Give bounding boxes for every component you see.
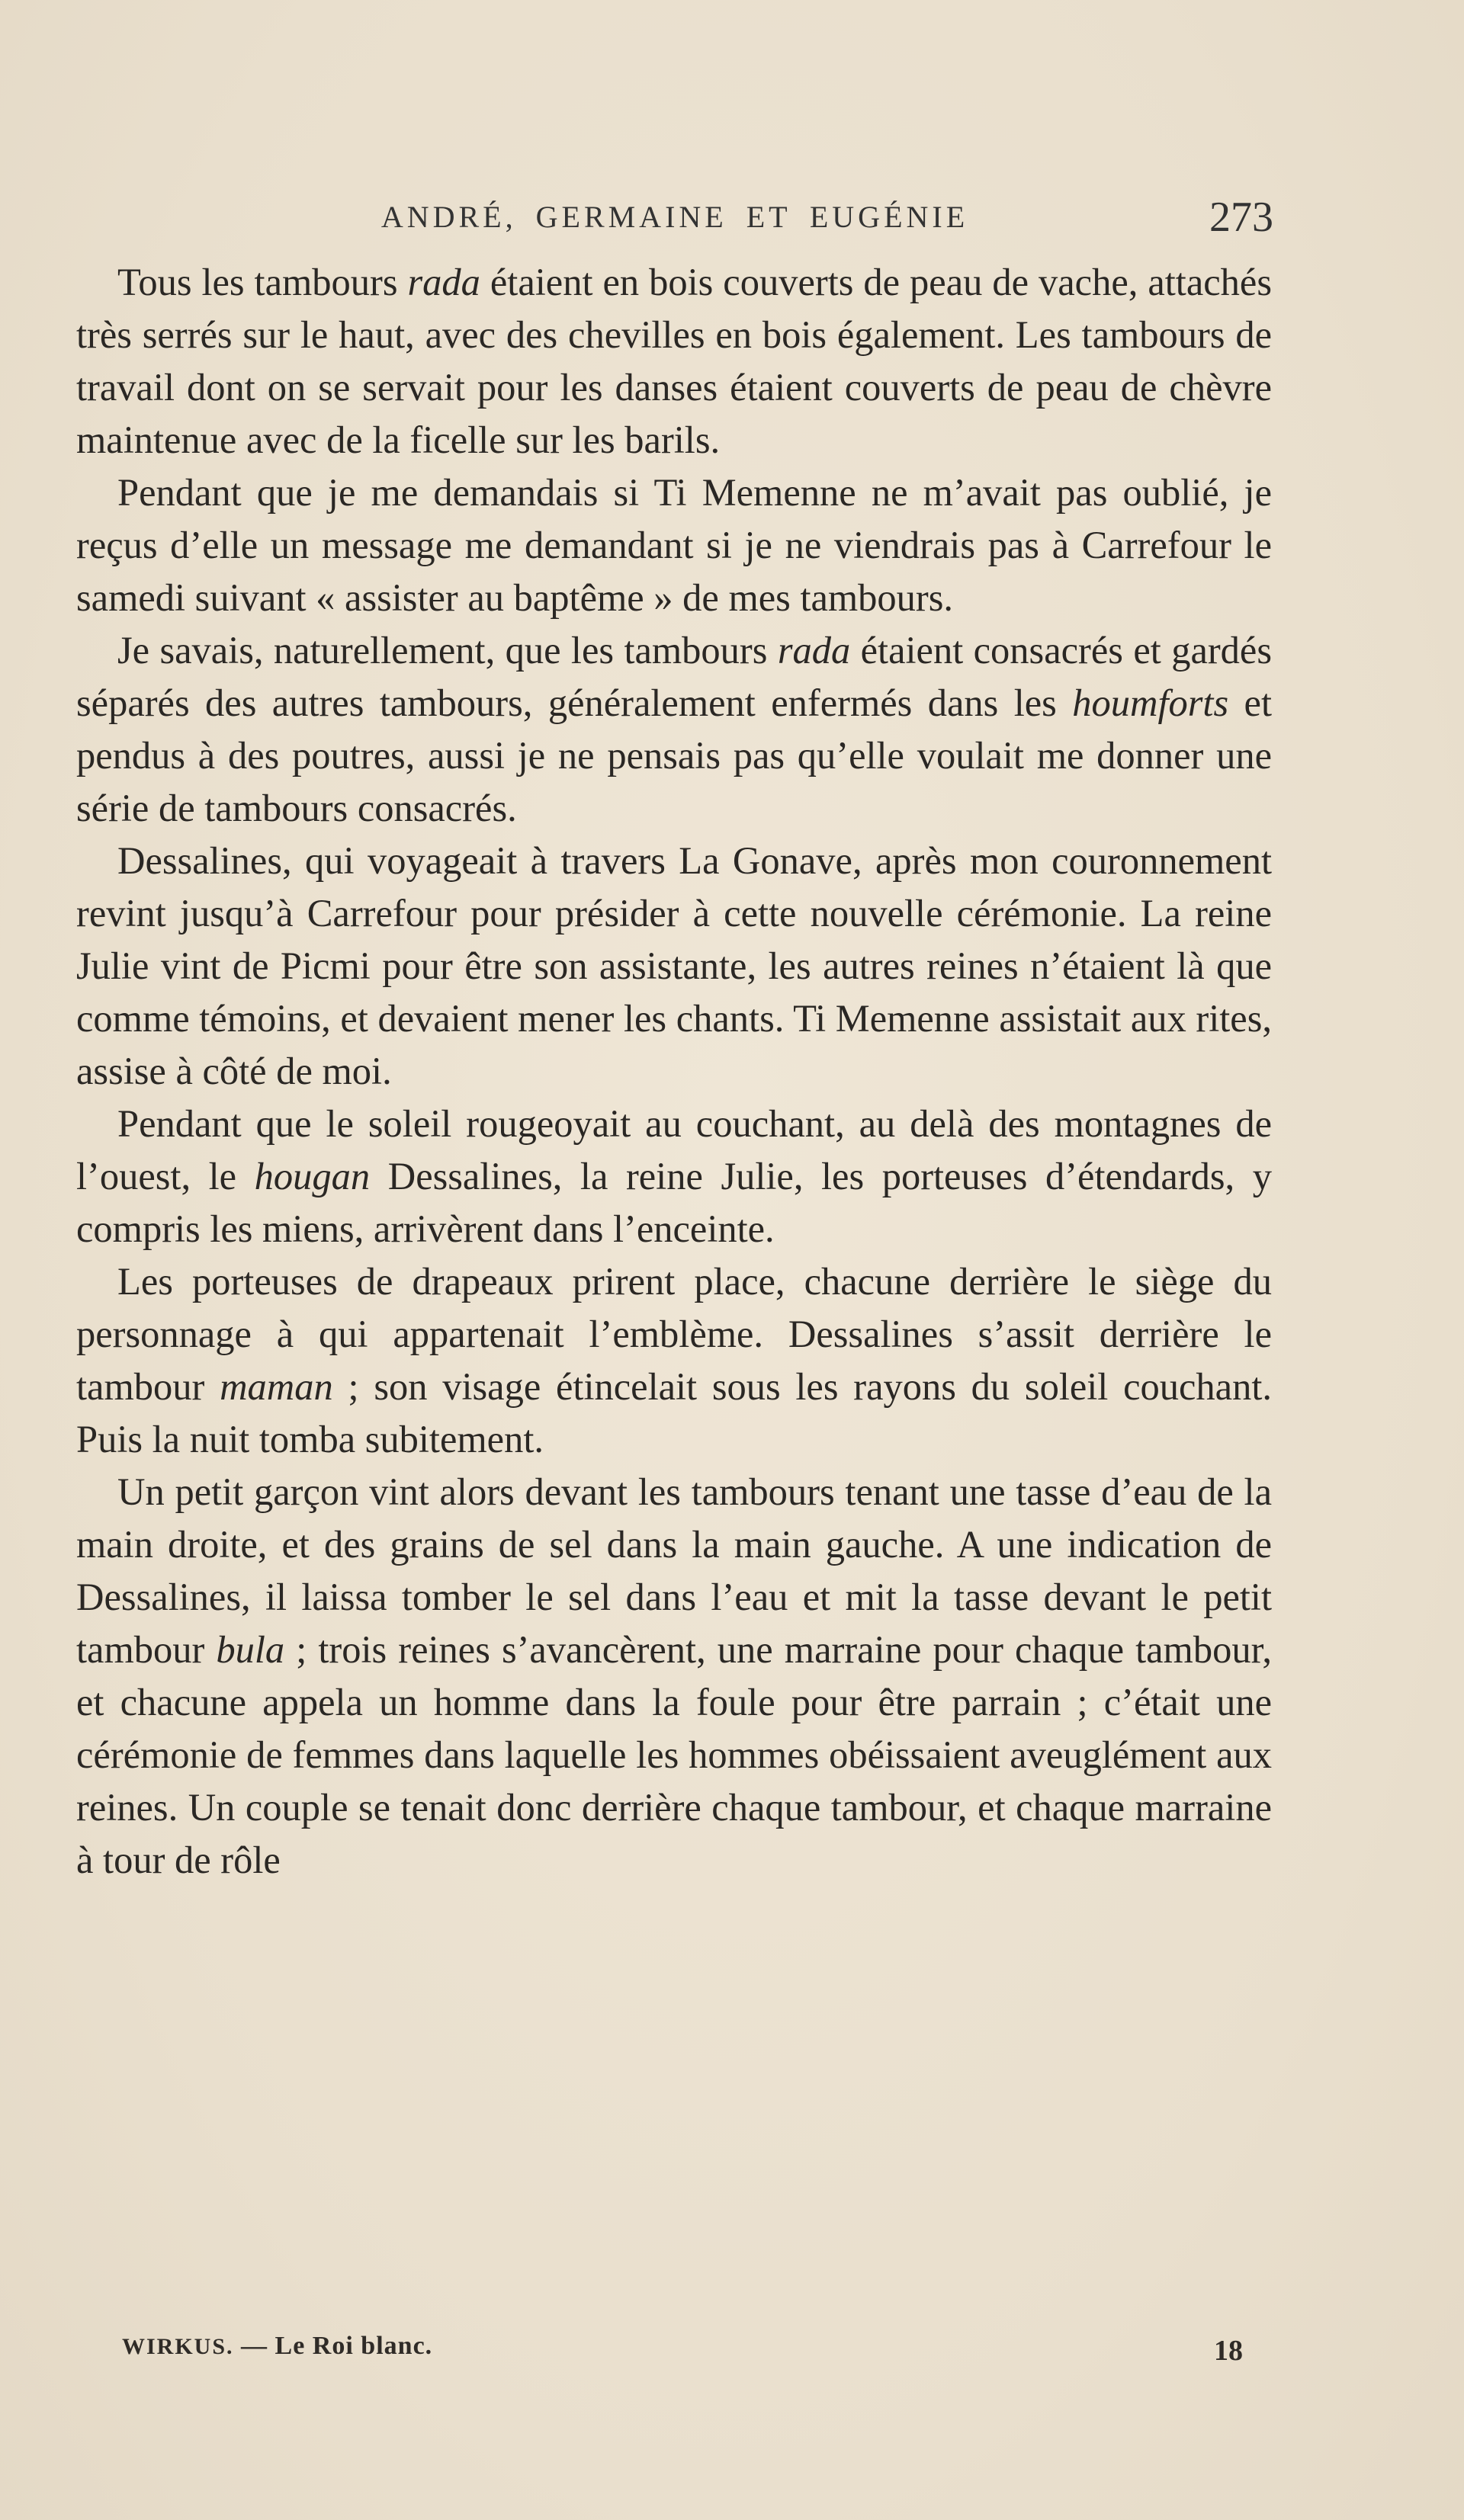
- italic-term: rada: [777, 629, 851, 672]
- italic-term: houmforts: [1072, 681, 1229, 724]
- text-run: et pendus à des poutres, aussi je ne pensais pas qu’elle voulait me donner une série de tambours consacrés.: [76, 681, 1272, 829]
- text-run: Les porteuses de drapeaux prirent place, chacune derrière le siège du personnage à qui appartenait l’emblème. Dessalines s’assit derrière le tambour: [76, 1260, 1272, 1408]
- italic-term: rada: [407, 261, 480, 303]
- text-run: Dessalines, la reine Julie, les porteuses d’étendards, y compris les miens, arrivèrent dans l’enceinte.: [76, 1155, 1273, 1250]
- page-number: 273: [1209, 194, 1273, 241]
- text-run: Pendant que le soleil rougeoyait au couchant, au delà des montagnes de l’ouest, le: [76, 1102, 1272, 1197]
- text-run: étaient en bois couverts de peau de vache, attachés très serrés sur le haut, avec des chevilles en bois également. Les tambours de travail dont on se servait pour les danses étaient couverts de peau de chèvre maintenue avec de la ficelle sur les barils.: [76, 261, 1272, 461]
- text-run: ; son visage étincelait sous les rayons du soleil couchant. Puis la nuit tomba subitement.: [76, 1365, 1272, 1460]
- footer-author: WIRKUS.: [122, 2334, 234, 2359]
- paragraph: [76, 1466, 1272, 1887]
- text-run: étaient consacrés et gardés séparés des autres tambours, généralement enfermés dans les: [76, 629, 1272, 724]
- footer-book-credit: [122, 2323, 432, 2370]
- text-run: Un petit garçon vint alors devant les tambours tenant une tasse d’eau de la main droite, et des grains de sel dans la main gauche. A une indication de Dessalines, il laissa tomber le sel dans l’eau et mit la tasse devant le petit tambour: [76, 1470, 1272, 1671]
- footer-dash: —: [233, 2332, 275, 2360]
- text-run: Tous les tambours: [117, 261, 408, 303]
- paragraph: [76, 835, 1272, 1098]
- paragraph: [76, 1255, 1272, 1466]
- body-text: [76, 256, 1272, 1887]
- italic-term: maman: [220, 1365, 333, 1408]
- paragraph: [76, 466, 1272, 624]
- text-run: ; trois reines s’avancèrent, une marraine pour chaque tambour, et chacune appela un homme dans la foule pour être parrain ; c’était une cérémonie de femmes dans laquelle les hommes obéissaient aveuglément aux reines. Un couple se tenait donc derrière chaque tambour, et chaque marraine à tour de rôle: [76, 1628, 1272, 1881]
- paragraph: [76, 624, 1272, 835]
- footer-book-title: Le Roi blanc.: [274, 2332, 433, 2360]
- paragraph: [76, 256, 1272, 466]
- text-run: Pendant que je me demandais si Ti Memenne ne m’avait pas oublié, je reçus d’elle un message me demandant si je ne viendrais pas à Carrefour le samedi suivant « assister au baptême » de mes tambours.: [76, 471, 1272, 619]
- page-footer: [122, 2323, 1243, 2369]
- text-run: Dessalines, qui voyageait à travers La Gonave, après mon couronnement revint jusqu’à Carrefour pour présider à cette nouvelle cérémonie. La reine Julie vint de Picmi pour être son assistante, les autres reines n’étaient là que comme témoins, et devaient mener les chants. Ti Memenne assistait aux rites, assise à côté de moi.: [76, 839, 1272, 1092]
- page-header: [76, 191, 1273, 244]
- italic-term: bula: [216, 1628, 285, 1671]
- running-title: ANDRÉ, GERMAINE ET EUGÉNIE: [380, 200, 969, 234]
- italic-term: hougan: [254, 1155, 371, 1197]
- paragraph: [76, 1098, 1272, 1255]
- signature-mark: 18: [1214, 2335, 1243, 2367]
- text-run: Je savais, naturellement, que les tambours: [117, 629, 778, 672]
